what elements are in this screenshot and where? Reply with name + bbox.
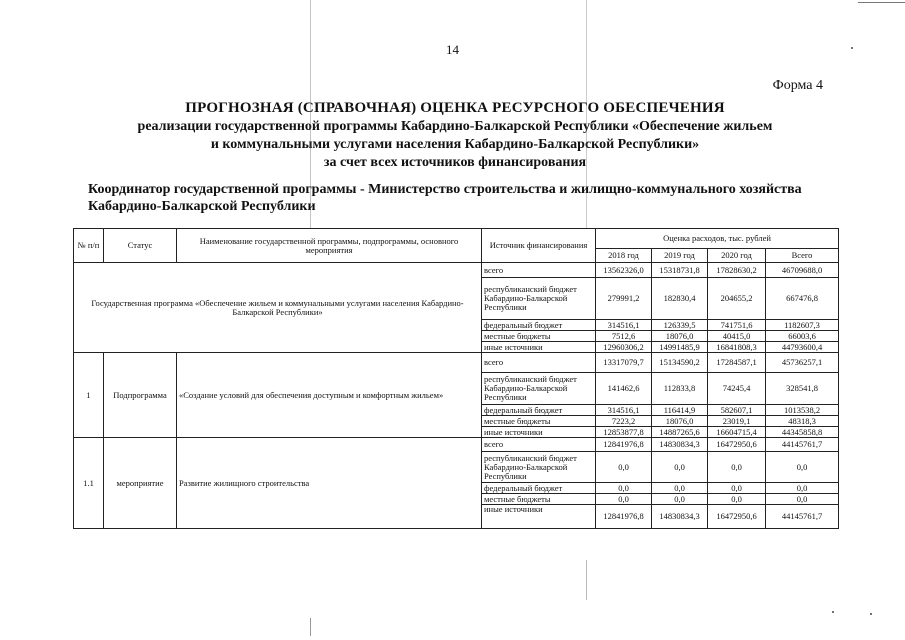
subprogram-status: Подпрограмма bbox=[104, 353, 177, 438]
scan-fold-line bbox=[586, 560, 587, 600]
header-2019: 2019 год bbox=[652, 249, 708, 263]
value-cell: 23019,1 bbox=[708, 416, 766, 427]
form-label: Форма 4 bbox=[772, 78, 823, 93]
value-cell: 18076,0 bbox=[652, 416, 708, 427]
header-status: Статус bbox=[104, 229, 177, 263]
program-name: Государственная программа «Обеспечение жильем и коммунальными услугами населения Кабардино-Балкарской Республики» bbox=[74, 263, 482, 353]
scan-fold-line bbox=[586, 0, 587, 228]
value-cell: 18076,0 bbox=[652, 331, 708, 342]
table-row bbox=[74, 438, 839, 452]
value-cell: 0,0 bbox=[708, 452, 766, 483]
value-cell: 46709688,0 bbox=[766, 263, 839, 278]
page-number: 14 bbox=[446, 42, 459, 57]
value-cell: 582607,1 bbox=[708, 405, 766, 416]
value-cell: 0,0 bbox=[766, 452, 839, 483]
value-cell: 116414,9 bbox=[652, 405, 708, 416]
value-cell: 0,0 bbox=[652, 494, 708, 505]
value-cell: 0,0 bbox=[652, 483, 708, 494]
scan-speck bbox=[851, 47, 853, 49]
value-cell: 0,0 bbox=[766, 494, 839, 505]
value-cell: 0,0 bbox=[596, 494, 652, 505]
value-cell: 12853877,8 bbox=[596, 427, 652, 438]
value-cell: 741751,6 bbox=[708, 320, 766, 331]
source-label: местные бюджеты bbox=[482, 494, 596, 505]
value-cell: 1013538,2 bbox=[766, 405, 839, 416]
value-cell: 44145761,7 bbox=[766, 438, 839, 452]
value-cell: 74245,4 bbox=[708, 373, 766, 405]
value-cell: 15134590,2 bbox=[652, 353, 708, 373]
scan-fold-line bbox=[310, 618, 311, 636]
scan-speck bbox=[832, 611, 834, 613]
source-label: иные источники bbox=[482, 505, 596, 529]
value-cell: 7223,2 bbox=[596, 416, 652, 427]
value-cell: 182830,4 bbox=[652, 278, 708, 320]
value-cell: 14991485,9 bbox=[652, 342, 708, 353]
value-cell: 16604715,4 bbox=[708, 427, 766, 438]
header-2018: 2018 год bbox=[596, 249, 652, 263]
value-cell: 17828630,2 bbox=[708, 263, 766, 278]
value-cell: 0,0 bbox=[708, 483, 766, 494]
measure-num: 1.1 bbox=[74, 438, 104, 529]
value-cell: 48318,3 bbox=[766, 416, 839, 427]
document-title bbox=[60, 99, 850, 172]
measure-status: мероприятие bbox=[104, 438, 177, 529]
value-cell: 16472950,6 bbox=[708, 505, 766, 529]
header-estimate: Оценка расходов, тыс. рублей bbox=[596, 229, 839, 249]
subprogram-num: 1 bbox=[74, 353, 104, 438]
value-cell: 40415,0 bbox=[708, 331, 766, 342]
measure-name: Развитие жилищного строительства bbox=[177, 438, 482, 529]
title-main: ПРОГНОЗНАЯ (СПРАВОЧНАЯ) ОЦЕНКА РЕСУРСНОГО ОБЕСПЕЧЕНИЯ bbox=[185, 100, 725, 116]
value-cell: 14887265,6 bbox=[652, 427, 708, 438]
value-cell: 14830834,3 bbox=[652, 438, 708, 452]
source-label: местные бюджеты bbox=[482, 331, 596, 342]
title-line-2: реализации государственной программы Кабардино-Балкарской Республики «Обеспечение жильем bbox=[137, 119, 773, 134]
coordinator-text: Координатор государственной программы - Министерство строительства и жилищно-коммунального хозяйства Кабардино-Балкарской Республики bbox=[88, 182, 802, 214]
table-row bbox=[74, 263, 839, 278]
source-label: иные источники bbox=[482, 342, 596, 353]
value-cell: 112833,8 bbox=[652, 373, 708, 405]
source-label: федеральный бюджет bbox=[482, 483, 596, 494]
scan-edge-mark bbox=[858, 2, 905, 3]
title-line-3: и коммунальными услугами населения Кабардино-Балкарской Республики» bbox=[210, 137, 700, 152]
value-cell: 314516,1 bbox=[596, 405, 652, 416]
value-cell: 13317079,7 bbox=[596, 353, 652, 373]
source-label: федеральный бюджет bbox=[482, 405, 596, 416]
value-cell: 44145761,7 bbox=[766, 505, 839, 529]
source-label: республиканский бюджет Кабардино-Балкарской Республики bbox=[482, 278, 596, 320]
source-label: федеральный бюджет bbox=[482, 320, 596, 331]
value-cell: 7512,6 bbox=[596, 331, 652, 342]
value-cell: 44793600,4 bbox=[766, 342, 839, 353]
value-cell: 0,0 bbox=[596, 483, 652, 494]
value-cell: 16841808,3 bbox=[708, 342, 766, 353]
value-cell: 141462,6 bbox=[596, 373, 652, 405]
value-cell: 0,0 bbox=[596, 452, 652, 483]
source-label: всего bbox=[482, 438, 596, 452]
value-cell: 13562326,0 bbox=[596, 263, 652, 278]
value-cell: 0,0 bbox=[766, 483, 839, 494]
resource-estimate-table bbox=[73, 228, 839, 529]
source-label: всего bbox=[482, 263, 596, 278]
value-cell: 14830834,3 bbox=[652, 505, 708, 529]
value-cell: 12841976,8 bbox=[596, 438, 652, 452]
value-cell: 667476,8 bbox=[766, 278, 839, 320]
value-cell: 204655,2 bbox=[708, 278, 766, 320]
subprogram-name: «Создание условий для обеспечения доступным и комфортным жильем» bbox=[177, 353, 482, 438]
source-label: всего bbox=[482, 353, 596, 373]
value-cell: 45736257,1 bbox=[766, 353, 839, 373]
value-cell: 12960306,2 bbox=[596, 342, 652, 353]
value-cell: 44345858,8 bbox=[766, 427, 839, 438]
header-name: Наименование государственной программы, подпрограммы, основного мероприятия bbox=[177, 229, 482, 263]
value-cell: 17284587,1 bbox=[708, 353, 766, 373]
scan-speck bbox=[870, 613, 872, 615]
header-source: Источник финансирования bbox=[482, 229, 596, 263]
table-row bbox=[74, 353, 839, 373]
value-cell: 328541,8 bbox=[766, 373, 839, 405]
source-label: республиканский бюджет Кабардино-Балкарской Республики bbox=[482, 452, 596, 483]
source-label: местные бюджеты bbox=[482, 416, 596, 427]
source-label: республиканский бюджет Кабардино-Балкарской Республики bbox=[482, 373, 596, 405]
source-label: иные источники bbox=[482, 427, 596, 438]
header-2020: 2020 год bbox=[708, 249, 766, 263]
value-cell: 66003,6 bbox=[766, 331, 839, 342]
value-cell: 0,0 bbox=[652, 452, 708, 483]
title-line-4: за счет всех источников финансирования bbox=[323, 155, 587, 170]
value-cell: 279991,2 bbox=[596, 278, 652, 320]
value-cell: 314516,1 bbox=[596, 320, 652, 331]
value-cell: 15318731,8 bbox=[652, 263, 708, 278]
value-cell: 0,0 bbox=[708, 494, 766, 505]
value-cell: 1182607,3 bbox=[766, 320, 839, 331]
value-cell: 126339,5 bbox=[652, 320, 708, 331]
header-total: Всего bbox=[766, 249, 839, 263]
header-num: № п/п bbox=[74, 229, 104, 263]
value-cell: 16472950,6 bbox=[708, 438, 766, 452]
scan-fold-line bbox=[310, 0, 311, 228]
value-cell: 12841976,8 bbox=[596, 505, 652, 529]
